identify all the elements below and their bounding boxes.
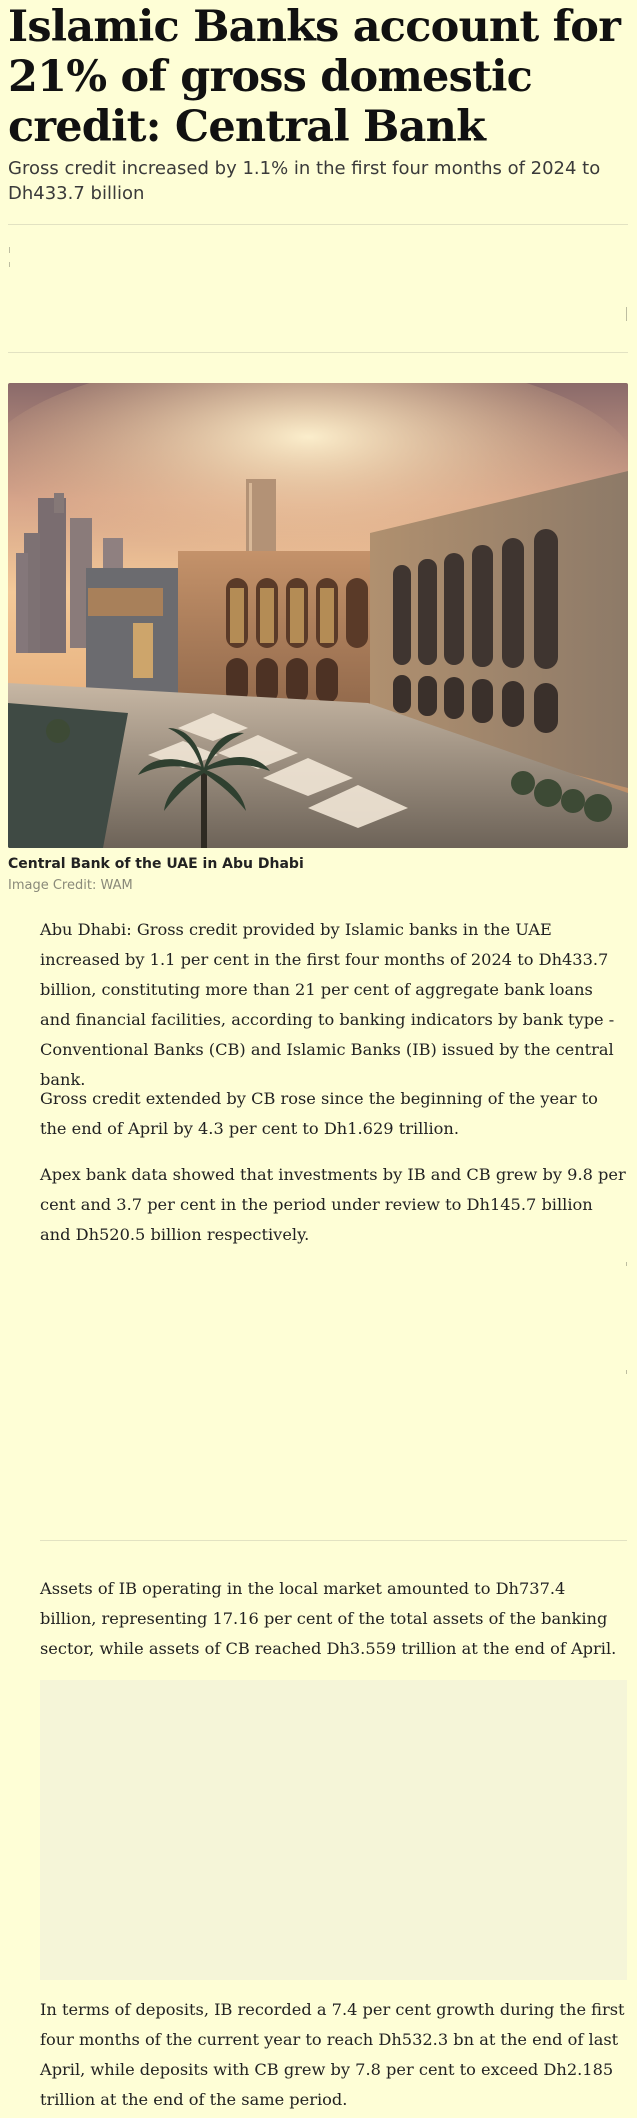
top-ad-slot bbox=[0, 235, 637, 353]
article-paragraph: In terms of deposits, IB recorded a 7.4 per cent growth during the first four months of the current year to reach Dh532.3 bn at the end of last April, while deposits with CB grew by 7.8 per cent to exceed Dh2.185 trillion at the end of the same period. bbox=[40, 2000, 625, 2109]
article-paragraph: Abu Dhabi: Gross credit provided by Islamic banks in the UAE increased by 1.1 per cent in the first four months of 2024 to Dh433.7 billion, constituting more than 21 per cent of aggregate bank loans and financial facilities, according to banking indicators by bank type - Conventional Banks (CB) and Islamic Banks (IB) issued by the central bank. bbox=[40, 920, 615, 1089]
ad-slot-marker bbox=[9, 247, 10, 253]
article-paragraph: Gross credit extended by CB rose since the beginning of the year to the end of April by 4.3 per cent to Dh1.629 trillion. bbox=[40, 1089, 598, 1138]
hero-image bbox=[8, 383, 628, 848]
article-paragraph: Assets of IB operating in the local market amounted to Dh737.4 billion, representing 17.16 per cent of the total assets of the banking sector, while assets of CB reached Dh3.559 trillion at the end of April. bbox=[40, 1579, 617, 1658]
image-credit: Image Credit: WAM bbox=[8, 878, 133, 893]
inline-ad-placeholder bbox=[40, 1680, 627, 1980]
mid-ad-divider bbox=[40, 1540, 627, 1541]
ad-slot-marker bbox=[9, 262, 10, 267]
article-subheading: Gross credit increased by 1.1% in the first four months of 2024 to Dh433.7 billion bbox=[8, 158, 601, 204]
article-paragraph: Apex bank data showed that investments by IB and CB grew by 9.8 per cent and 3.7 per cent in the period under review to Dh145.7 billion and Dh520.5 billion respectively. bbox=[40, 1165, 626, 1244]
article-headline: Islamic Banks account for 21% of gross domestic credit: Central Bank bbox=[8, 2, 621, 152]
header-divider bbox=[8, 224, 628, 225]
ad-slot-marker bbox=[626, 1262, 627, 1266]
central-bank-building-illustration bbox=[8, 383, 628, 848]
ad-divider bbox=[8, 352, 628, 353]
ad-slot-marker bbox=[626, 307, 627, 321]
image-caption: Central Bank of the UAE in Abu Dhabi bbox=[8, 856, 304, 872]
ad-slot-marker bbox=[626, 1370, 627, 1374]
